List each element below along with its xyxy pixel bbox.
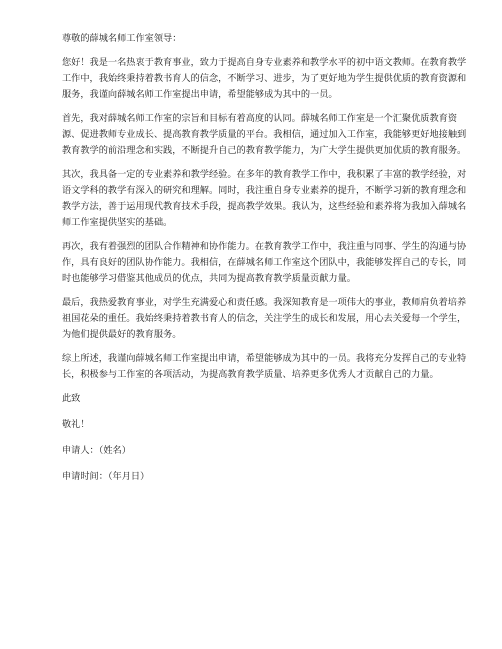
paragraph-introduction: 您好！我是一名热衷于教育事业，致力于提高自身专业素养和教学水平的初中语文教师。在教育教学工作中，我始终秉持着教书育人的信念，不断学习、进步，为了更好地为学生提供优质的教育资源和服务，我谨向薛城名师工作室提出申请，希望能够成为其中的一员。 — [62, 57, 467, 100]
closing-cizhi: 此致 — [62, 393, 81, 404]
paragraph-second-point: 其次，我具备一定的专业素养和教学经验。在多年的教育教学工作中，我积累了丰富的教学经验，对语文学科的教学有深入的研究和理解。同时，我注重自身专业素养的提升，不断学习新的教育理念和教学方法，善于运用现代教育技术手段，提高教学效果。我认为，这些经验和素养将为我加入薛城名师工作室提供坚实的基础。 — [62, 169, 467, 228]
paragraph-fourth-point: 最后，我热爱教育事业，对学生充满爱心和责任感。我深知教育是一项伟大的事业，教师肩负着培养祖国花朵的重任。我始终秉持着教书育人的信念，关注学生的成长和发展，用心去关爱每一个学生，为他们提供最好的教育服务。 — [62, 297, 467, 340]
paragraph-conclusion: 综上所述，我谨向薛城名师工作室提出申请，希望能够成为其中的一员。我将充分发挥自己的专业特长，积极参与工作室的各项活动，为提高教育教学质量、培养更多优秀人才贡献自己的力量。 — [62, 353, 467, 380]
closing-jingli: 敬礼！ — [62, 419, 90, 430]
application-date: 申请时间：（年月日） — [62, 471, 150, 482]
letter-salutation: 尊敬的薛城名师工作室领导： — [62, 33, 182, 44]
applicant-name: 申请人：（姓名） — [62, 445, 131, 456]
paragraph-first-point: 首先，我对薛城名师工作室的宗旨和目标有着高度的认同。薛城名师工作室是一个汇聚优质教育资源、促进教师专业成长、提高教育教学质量的平台。我相信，通过加入工作室，我能够更好地接触到教育教学的前沿理念和实践，不断提升自己的教育教学能力，为广大学生提供更加优质的教育服务。 — [62, 113, 467, 156]
paragraph-third-point: 再次，我有着强烈的团队合作精神和协作能力。在教育教学工作中，我注重与同事、学生的沟通与协作，具有良好的团队协作能力。我相信，在薛城名师工作室这个团队中，我能够发挥自己的专长，同时也能够学习借鉴其他成员的优点，共同为提高教育教学质量贡献力量。 — [62, 241, 467, 284]
